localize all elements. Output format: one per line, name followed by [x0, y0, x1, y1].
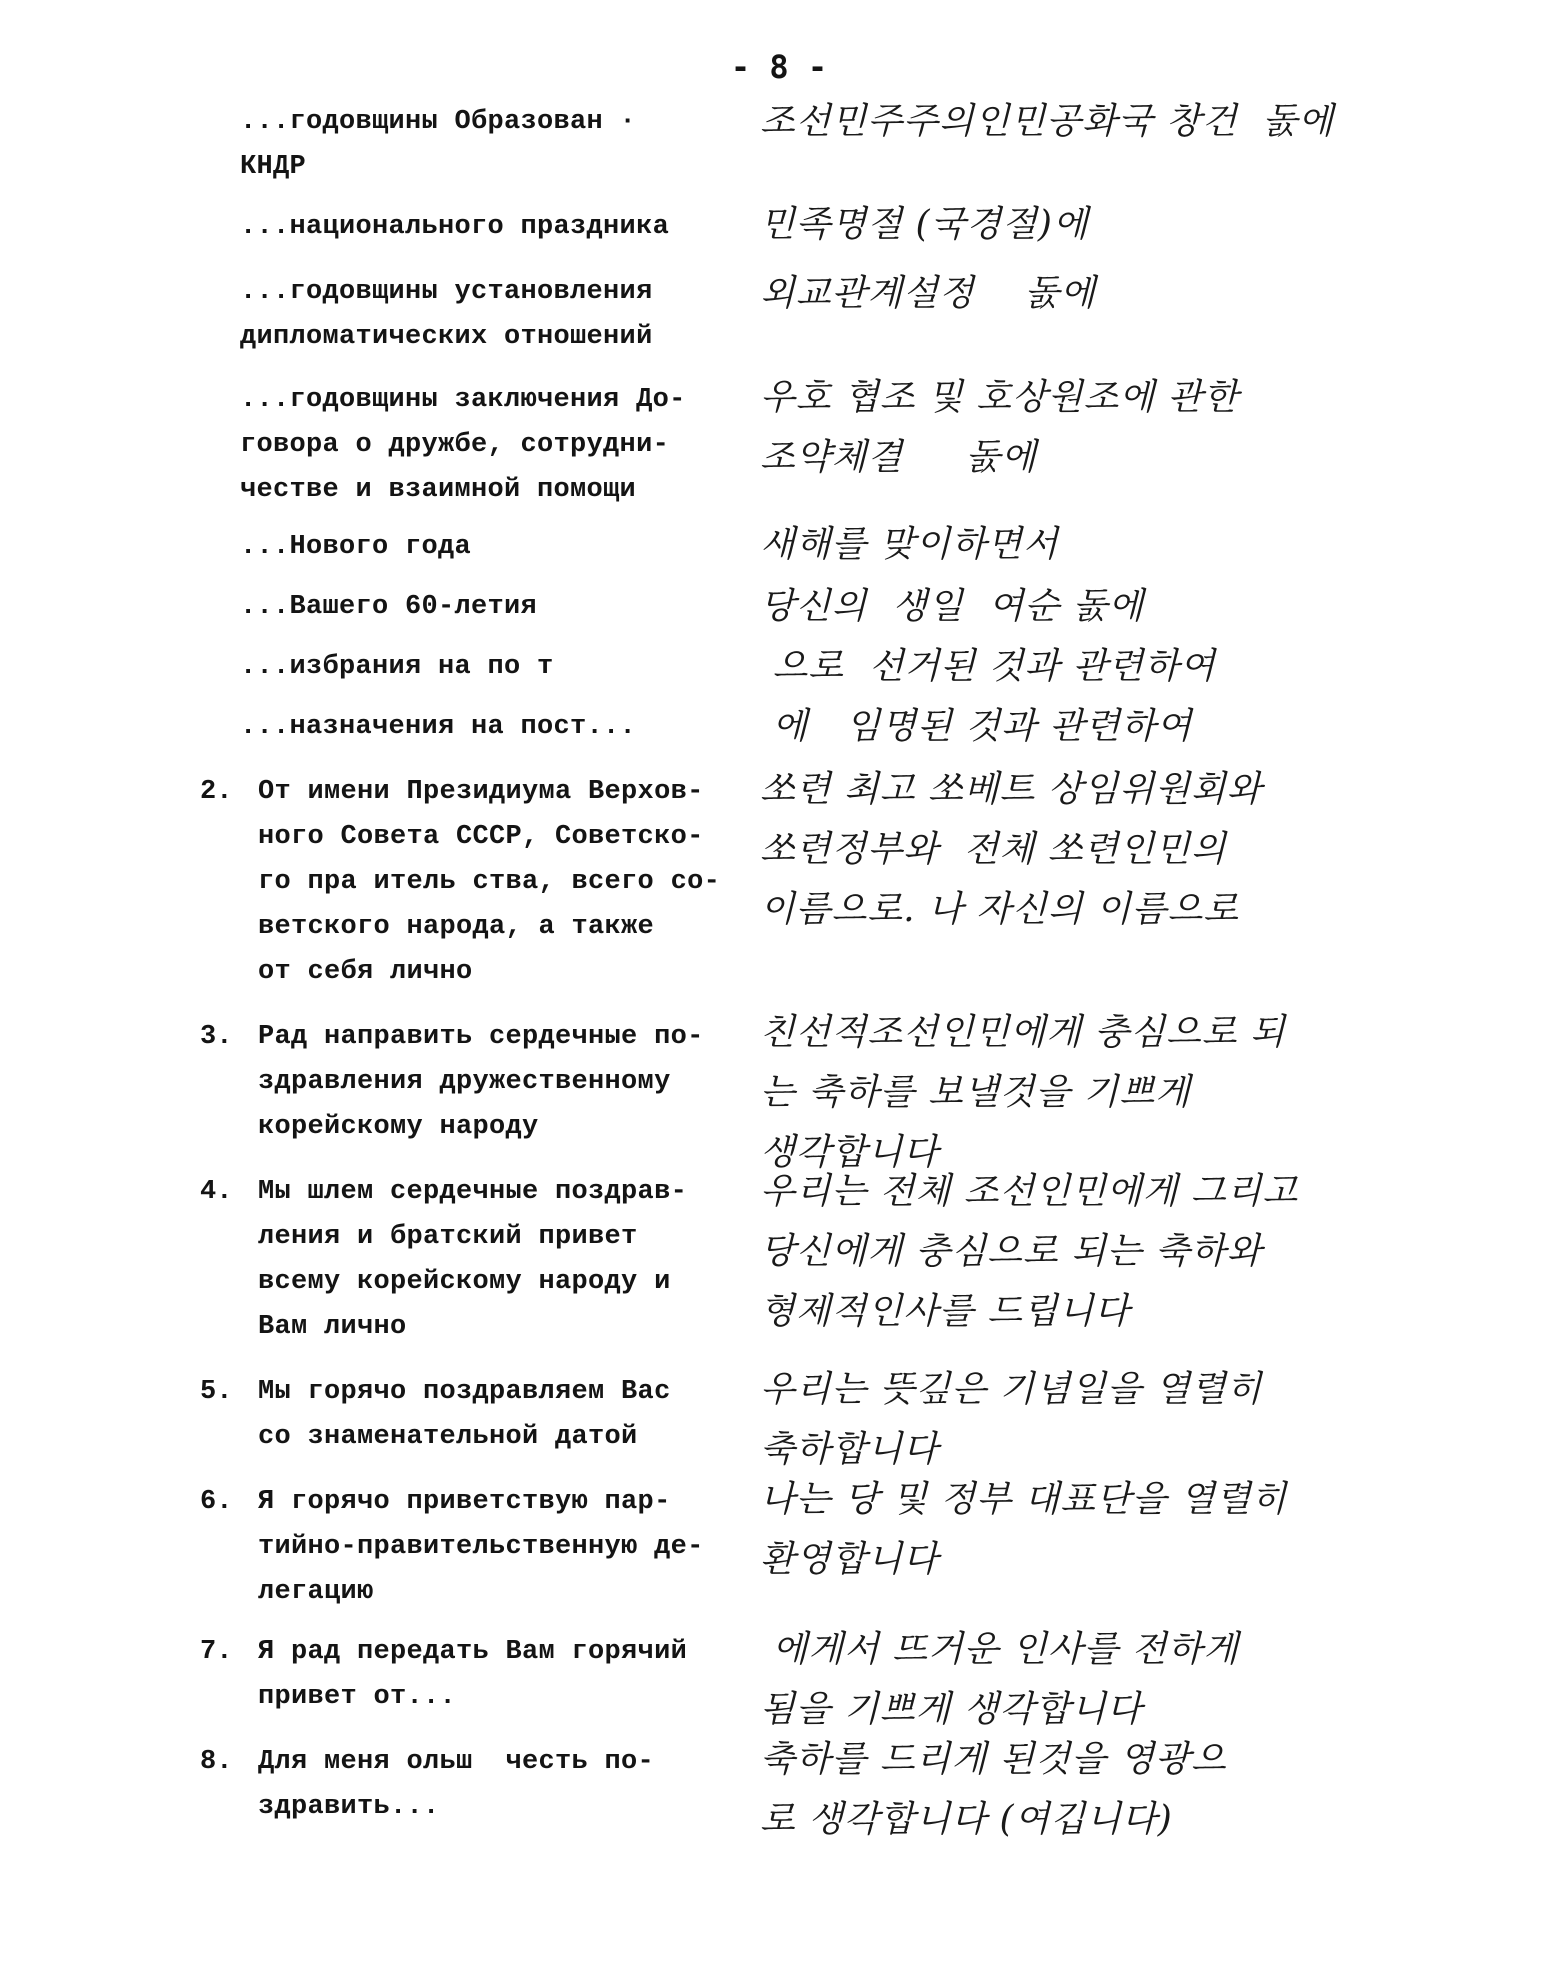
russian-phrase: ...Нового года	[240, 532, 472, 562]
korean-translation: 외교관계설정 돐에	[760, 273, 1096, 314]
russian-phrase: ...избрания на по т	[240, 652, 554, 682]
entry-number: 8.	[200, 1747, 233, 1777]
korean-translation: 으로 선거된 것과 관련하여	[760, 646, 1216, 687]
korean-translation: 쏘련 최고 쏘베트 상임위원회와 쏘련정부와 전체 쏘련인민의 이름으로. 나 자신의 이름으로	[760, 769, 1263, 930]
korean-translation: 조선민주주의인민공화국 창건 돐에	[760, 101, 1334, 142]
russian-phrase: ...годовщины Образован · КНДР	[240, 107, 637, 182]
korean-translation: 나는 당 및 정부 대표단을 열렬히 환영합니다	[760, 1479, 1288, 1580]
russian-phrase: Рад направить сердечные по- здравления дружественному корейскому народу	[258, 1022, 704, 1142]
korean-translation: 당신의 생일 여순 돐에	[760, 586, 1145, 627]
russian-phrase: Я рад передать Вам горячий привет от...	[258, 1637, 688, 1712]
russian-phrase: ...национального праздника	[240, 212, 670, 242]
russian-phrase: Я горячо приветствую пар- тийно-правительственную де- легацию	[258, 1487, 704, 1607]
korean-translation: 축하를 드리게 된것을 영광으 로 생각합니다 (여깁니다)	[760, 1739, 1227, 1840]
korean-translation: 친선적조선인민에게 충심으로 되 는 축하를 보낼것을 기쁘게 생각합니다	[760, 1012, 1286, 1173]
entry-number: 4.	[200, 1177, 233, 1207]
russian-phrase: ...годовщины установления дипломатических отношений	[240, 277, 653, 352]
russian-phrase: Мы шлем сердечные поздрав- ления и братский привет всему корейскому народу и Вам лично	[258, 1177, 688, 1342]
entry-number: 6.	[200, 1487, 233, 1517]
korean-translation: 우호 협조 및 호상원조에 관한 조약체결 돐에	[760, 377, 1240, 478]
russian-phrase: ...назначения на пост...	[240, 712, 637, 742]
entry-number: 7.	[200, 1637, 233, 1667]
russian-phrase: Мы горячо поздравляем Вас со знаменательной датой	[258, 1377, 671, 1452]
entry-number: 5.	[200, 1377, 233, 1407]
korean-translation: 우리는 뜻깊은 기념일을 열렬히 축하합니다	[760, 1369, 1263, 1470]
russian-phrase: Для меня ольш честь по- здравить...	[258, 1747, 655, 1822]
entry-number: 2.	[200, 777, 233, 807]
entry-number: 3.	[200, 1022, 233, 1052]
russian-phrase: ...годовщины заключения До- говора о дружбе, сотрудни- честве и взаимной помощи	[240, 385, 686, 505]
korean-translation: 에 임명된 것과 관련하여	[760, 706, 1193, 747]
korean-translation: 에게서 뜨거운 인사를 전하게 됨을 기쁘게 생각합니다	[760, 1629, 1240, 1730]
russian-phrase: От имени Президиума Верхов- ного Совета СССР, Советско- го пра итель ства, всего со- ветского народа, а также от себя лично	[258, 777, 721, 987]
page-number: - 8 -	[730, 48, 828, 86]
korean-translation: 우리는 전체 조선인민에게 그리고 당신에게 충심으로 되는 축하와 형제적인사를 드립니다	[760, 1171, 1299, 1332]
russian-phrase: ...Вашего 60-летия	[240, 592, 538, 622]
korean-translation: 새해를 맞이하면서	[760, 524, 1059, 565]
korean-translation: 민족명절 (국경절)에	[760, 204, 1089, 245]
